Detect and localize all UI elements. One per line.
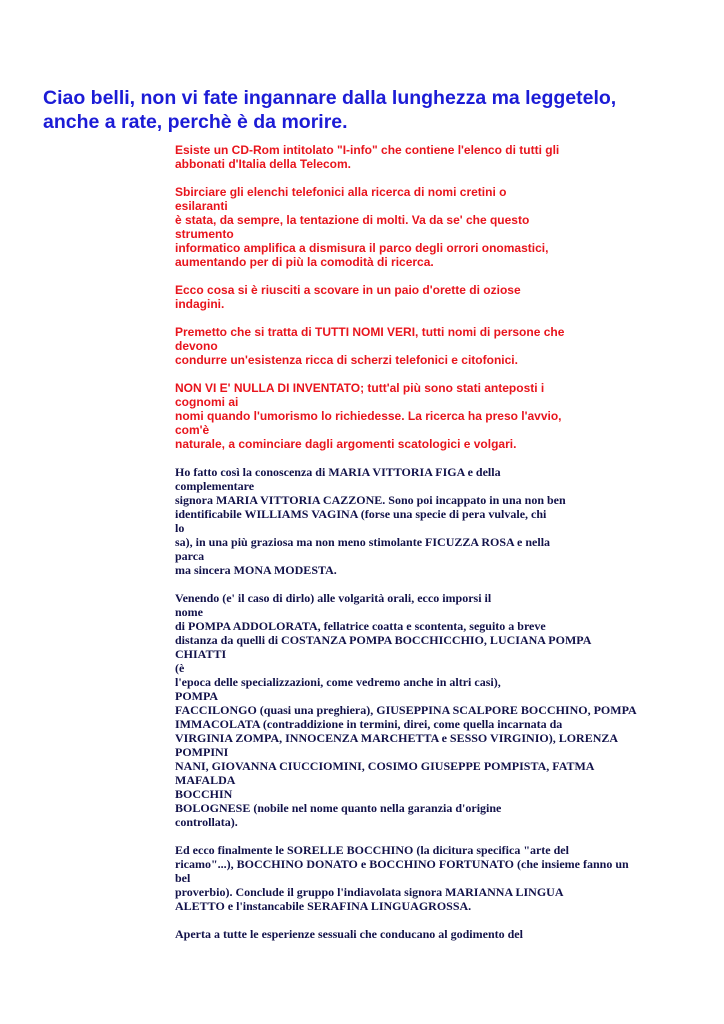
text-line: complementare [175, 479, 255, 493]
text-line: informatico amplifica a dismisura il parco degli orrori onomastici, [175, 241, 549, 255]
intro-paragraph [175, 325, 675, 367]
text-line: naturale, a cominciare dagli argomenti scatologici e volgari. [175, 437, 517, 451]
text-line: CHIATTI [175, 647, 227, 661]
text-line: VIRGINIA ZOMPA, INNOCENZA MARCHETTA e SESSO VIRGINIO), LORENZA [175, 731, 619, 745]
text-line: BOLOGNESE (nobile nel nome quanto nella garanzia d'origine [175, 801, 502, 815]
text-line: esilaranti [175, 199, 228, 213]
text-line: abbonati d'Italia della Telecom. [175, 157, 352, 171]
text-line: Sbirciare gli elenchi telefonici alla ricerca di nomi cretini o [175, 185, 507, 199]
text-line: FACCILONGO (quasi una preghiera), GIUSEPPINA SCALPORE BOCCHINO, POMPA [175, 703, 637, 717]
text-line: com'è [175, 423, 210, 437]
names-paragraph [175, 927, 675, 941]
text-line: bel [175, 871, 191, 885]
text-line: signora MARIA VITTORIA CAZZONE. Sono poi incappato in una non ben [175, 493, 566, 507]
text-line: nome [175, 605, 203, 619]
text-line: è stata, da sempre, la tentazione di molti. Va da se' che questo [175, 213, 530, 227]
text-line: NANI, GIOVANNA CIUCCIOMINI, COSIMO GIUSEPPE POMPISTA, FATMA [175, 759, 595, 773]
title-line: anche a rate, perchè è da morire. [43, 111, 348, 133]
text-line: Premetto che si tratta di TUTTI NOMI VERI, tutti nomi di persone che [175, 325, 565, 339]
intro-paragraph [175, 185, 675, 269]
intro-paragraph [175, 283, 675, 311]
names-section [175, 465, 675, 955]
text-line: ALETTO e l'instancabile SERAFINA LINGUAGROSSA. [175, 899, 472, 913]
text-line: controllata). [175, 815, 238, 829]
text-line: POMPA [175, 689, 219, 703]
text-line: devono [175, 339, 218, 353]
text-line: distanza da quelli di COSTANZA POMPA BOCCHICCHIO, LUCIANA POMPA [175, 633, 592, 647]
names-paragraph [175, 591, 675, 829]
intro-paragraph [175, 381, 675, 451]
intro-section [175, 143, 675, 465]
names-paragraph [175, 465, 675, 577]
text-line: identificabile WILLIAMS VAGINA (forse una specie di pera vulvale, chi [175, 507, 547, 521]
document-title [43, 86, 703, 134]
text-line: Ecco cosa si è riusciti a scovare in un paio d'orette di oziose [175, 283, 521, 297]
text-line: Ho fatto così la conoscenza di MARIA VITTORIA FIGA e della [175, 465, 501, 479]
names-paragraph [175, 843, 675, 913]
text-line: aumentando per di più la comodità di ricerca. [175, 255, 434, 269]
text-line: lo [175, 521, 185, 535]
text-line: ma sincera MONA MODESTA. [175, 563, 337, 577]
text-line: Aperta a tutte le esperienze sessuali che conducano al godimento del [175, 927, 523, 941]
text-line: IMMACOLATA (contraddizione in termini, direi, come quella incarnata da [175, 717, 563, 731]
text-line: di POMPA ADDOLORATA, fellatrice coatta e scontenta, seguito a breve [175, 619, 546, 633]
title-line: Ciao belli, non vi fate ingannare dalla lunghezza ma leggetelo, [43, 87, 617, 109]
text-line: l'epoca delle specializzazioni, come vedremo anche in altri casi), [175, 675, 501, 689]
text-line: parca [175, 549, 205, 563]
text-line: cognomi ai [175, 395, 239, 409]
text-line: MAFALDA [175, 773, 236, 787]
intro-paragraph [175, 143, 675, 171]
text-line: Ed ecco finalmente le SORELLE BOCCHINO (la dicitura specifica "arte del [175, 843, 569, 857]
text-line: NON VI E' NULLA DI INVENTATO; tutt'al più sono stati anteposti i [175, 381, 545, 395]
text-line: strumento [175, 227, 234, 241]
text-line: proverbio). Conclude il gruppo l'indiavolata signora MARIANNA LINGUA [175, 885, 564, 899]
text-line: POMPINI [175, 745, 229, 759]
text-line: Venendo (e' il caso di dirlo) alle volgarità orali, ecco imporsi il [175, 591, 492, 605]
text-line: condurre un'esistenza ricca di scherzi telefonici e citofonici. [175, 353, 518, 367]
text-line: ricamo"...), BOCCHINO DONATO e BOCCHINO FORTUNATO (che insieme fanno un [175, 857, 629, 871]
text-line: BOCCHIN [175, 787, 233, 801]
text-line: nomi quando l'umorismo lo richiedesse. La ricerca ha preso l'avvio, [175, 409, 562, 423]
text-line: sa), in una più graziosa ma non meno stimolante FICUZZA ROSA e nella [175, 535, 551, 549]
text-line: (è [175, 661, 185, 675]
text-line: indagini. [175, 297, 225, 311]
text-line: Esiste un CD-Rom intitolato "I-info" che contiene l'elenco di tutti gli [175, 143, 560, 157]
